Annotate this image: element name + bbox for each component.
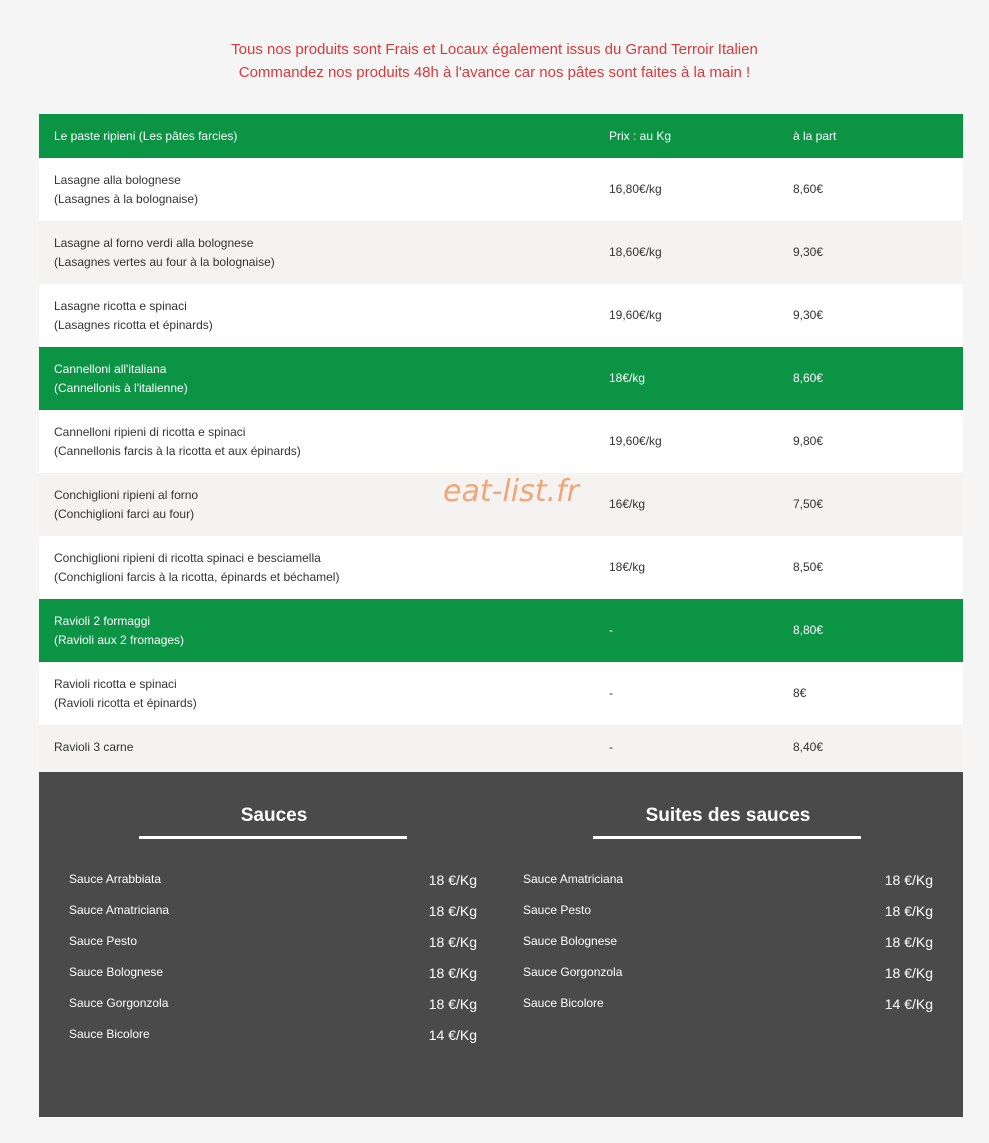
- list-item: [69, 932, 479, 963]
- sauces-title: Sauces: [240, 805, 308, 826]
- list-item: [69, 870, 479, 901]
- table-row: [39, 221, 963, 284]
- price-kg: 16€/kg: [609, 497, 646, 512]
- sauce-name: Sauce Amatriciana: [523, 872, 624, 886]
- sauce-name: Sauce Bicolore: [523, 996, 604, 1010]
- product-cell: [39, 347, 594, 410]
- list-item: [69, 901, 479, 932]
- price-part: 8,40€: [793, 740, 824, 755]
- product-cell: [39, 410, 594, 473]
- price-kg: 18,60€/kg: [609, 245, 662, 260]
- list-item: [69, 1025, 479, 1056]
- price-part: 9,30€: [793, 245, 824, 260]
- list-item: [523, 870, 933, 901]
- product-name-fr: (Cannellonis à l'italienne): [54, 380, 188, 395]
- price-kg: 18€/kg: [609, 560, 646, 575]
- price-kg: 19,60€/kg: [609, 434, 662, 449]
- notice-text: [0, 38, 989, 84]
- sauce-name: Sauce Pesto: [69, 934, 138, 948]
- product-name-fr: (Conchiglioni farci au four): [54, 506, 195, 521]
- title-underline: [139, 836, 407, 839]
- product-name: Ravioli 2 formaggi: [54, 614, 151, 628]
- sauce-name: Sauce Gorgonzola: [523, 965, 623, 979]
- product-name-fr: (Cannellonis farcis à la ricotta et aux épinards): [54, 443, 301, 458]
- table-header-row: [39, 114, 963, 158]
- price-part: 7,50€: [793, 497, 824, 512]
- header-product: Le paste ripieni (Les pâtes farcies): [39, 114, 594, 158]
- sauce-name: Sauce Bolognese: [523, 934, 618, 948]
- list-item: [69, 994, 479, 1025]
- product-cell: [39, 158, 594, 221]
- list-item: [523, 994, 933, 1025]
- product-name: Lasagne ricotta e spinaci: [54, 299, 187, 313]
- product-name: Cannelloni all'italiana: [54, 362, 167, 376]
- sauce-name: Sauce Bolognese: [69, 965, 164, 979]
- product-name-fr: (Ravioli aux 2 fromages): [54, 632, 185, 647]
- notice-line-2: Commandez nos produits 48h à l'avance car nos pâtes sont faites à la main !: [238, 64, 751, 81]
- product-cell: [39, 221, 594, 284]
- price-kg: -: [609, 740, 613, 755]
- table-row: [39, 284, 963, 347]
- product-name: Conchiglioni ripieni al forno: [54, 488, 199, 502]
- sauces-list: [69, 870, 479, 1056]
- title-underline: [593, 836, 861, 839]
- product-name: Ravioli ricotta e spinaci: [54, 677, 177, 691]
- table-row: [39, 347, 963, 410]
- header-price-kg: Prix : au Kg: [594, 114, 778, 158]
- sauces-panel: [39, 772, 963, 1117]
- sauce-price: 14 €/Kg: [884, 996, 933, 1012]
- price-kg: -: [609, 623, 613, 638]
- product-cell: [39, 536, 594, 599]
- list-item: [69, 963, 479, 994]
- price-part: 9,80€: [793, 434, 824, 449]
- price-kg: 16,80€/kg: [609, 182, 662, 197]
- product-cell: [39, 662, 594, 725]
- pasta-price-table: [39, 114, 963, 770]
- sauce-price: 18 €/Kg: [884, 965, 933, 981]
- watermark: eat-list.fr: [443, 474, 579, 509]
- price-part: 9,30€: [793, 308, 824, 323]
- list-item: [523, 932, 933, 963]
- price-kg: 19,60€/kg: [609, 308, 662, 323]
- sauce-price: 18 €/Kg: [884, 872, 933, 888]
- product-name-fr: (Conchiglioni farcis à la ricotta, épinards et béchamel): [54, 569, 340, 584]
- price-part: 8,80€: [793, 623, 824, 638]
- table-row: [39, 536, 963, 599]
- list-item: [523, 901, 933, 932]
- price-part: 8,60€: [793, 182, 824, 197]
- table-row: [39, 599, 963, 662]
- sauce-price: 14 €/Kg: [428, 1027, 477, 1043]
- sauce-name: Sauce Amatriciana: [69, 903, 170, 917]
- table-row: [39, 725, 963, 770]
- sauce-price: 18 €/Kg: [884, 903, 933, 919]
- table-row: [39, 158, 963, 221]
- sauce-price: 18 €/Kg: [428, 996, 477, 1012]
- sauce-name: Sauce Bicolore: [69, 1027, 150, 1041]
- sauce-price: 18 €/Kg: [428, 903, 477, 919]
- product-cell: [39, 599, 594, 662]
- price-part: 8,50€: [793, 560, 824, 575]
- product-name-fr: (Lasagnes à la bolognaise): [54, 191, 199, 206]
- table-row: [39, 662, 963, 725]
- table-row: [39, 410, 963, 473]
- product-cell: [39, 284, 594, 347]
- product-name: Conchiglioni ripieni di ricotta spinaci e besciamella: [54, 551, 321, 565]
- product-name-fr: (Lasagnes vertes au four à la bolognaise): [54, 254, 275, 269]
- sauces-suite-title: Suites des sauces: [645, 805, 811, 826]
- price-kg: -: [609, 686, 613, 701]
- sauce-name: Sauce Gorgonzola: [69, 996, 169, 1010]
- sauce-name: Sauce Arrabbiata: [69, 872, 162, 886]
- product-name: Lasagne al forno verdi alla bolognese: [54, 236, 254, 250]
- sauce-price: 18 €/Kg: [884, 934, 933, 950]
- product-name: Lasagne alla bolognese: [54, 173, 181, 187]
- product-cell: [39, 725, 594, 770]
- price-part: 8,60€: [793, 371, 824, 386]
- price-kg: 18€/kg: [609, 371, 646, 386]
- price-part: 8€: [793, 686, 807, 701]
- sauce-price: 18 €/Kg: [428, 934, 477, 950]
- sauces-suite-list: [523, 870, 933, 1025]
- product-name: Cannelloni ripieni di ricotta e spinaci: [54, 425, 246, 439]
- list-item: [523, 963, 933, 994]
- sauce-price: 18 €/Kg: [428, 872, 477, 888]
- product-name: Ravioli 3 carne: [54, 740, 134, 755]
- sauce-name: Sauce Pesto: [523, 903, 592, 917]
- sauce-price: 18 €/Kg: [428, 965, 477, 981]
- notice-line-1: Tous nos produits sont Frais et Locaux également issus du Grand Terroir Italien: [231, 41, 758, 58]
- header-price-part: à la part: [778, 114, 963, 158]
- product-name-fr: (Lasagnes ricotta et épinards): [54, 317, 213, 332]
- product-name-fr: (Ravioli ricotta et épinards): [54, 695, 197, 710]
